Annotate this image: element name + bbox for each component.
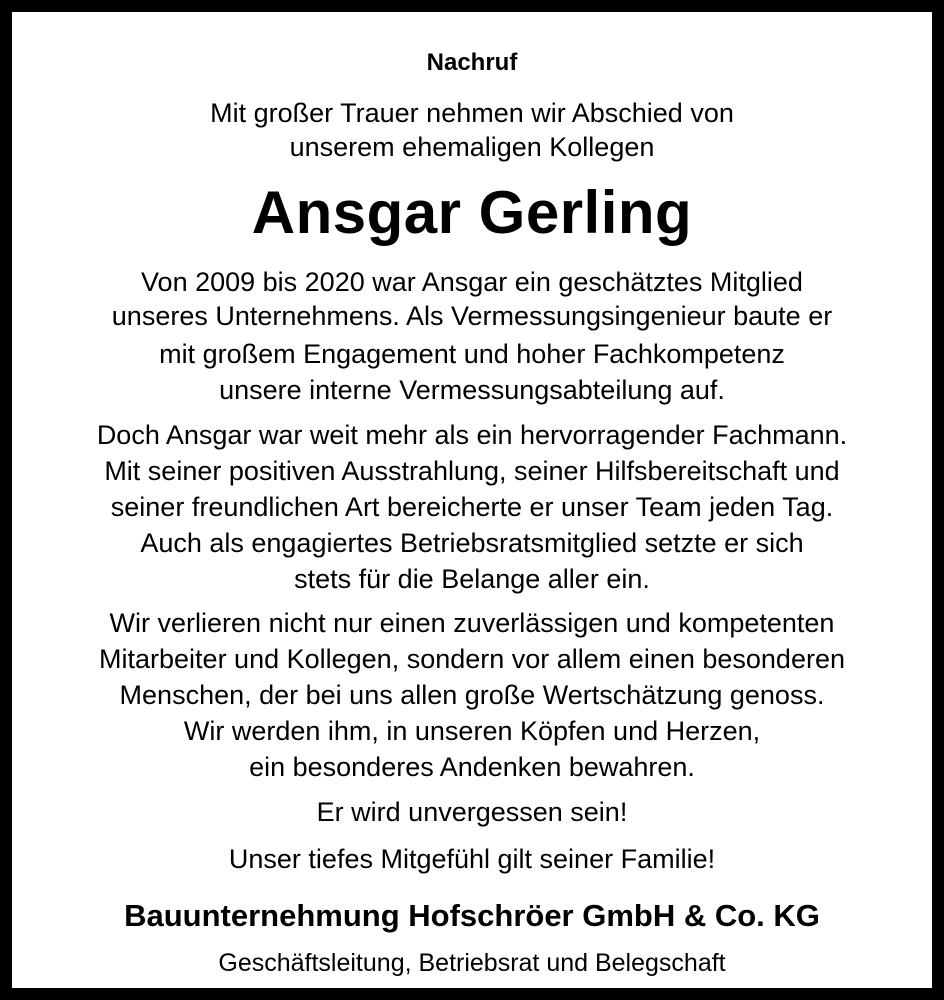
paragraph-3-line: Wir verlieren nicht nur einen zuverlässigen und kompetenten: [109, 608, 835, 638]
paragraph-2-line: Auch als engagiertes Betriebsratsmitglied setzte er sich: [140, 528, 804, 558]
company-name: Bauunternehmung Hofschröer GmbH & Co. KG: [124, 898, 820, 933]
notice-heading: Nachruf: [426, 49, 518, 76]
intro-line: Mit großer Trauer nehmen wir Abschied von: [210, 98, 734, 128]
closing-line-unforgotten: Er wird unvergessen sein!: [316, 797, 628, 827]
paragraph-2-line: Mit seiner positiven Ausstrahlung, seiner Hilfsbereitschaft und: [104, 456, 840, 486]
paragraph-2-line: stets für die Belange aller ein.: [294, 564, 650, 594]
closing-line-condolences: Unser tiefes Mitgefühl gilt seiner Familie!: [228, 844, 716, 874]
paragraph-1-line: unseres Unternehmens. Als Vermessungsingenieur baute er: [111, 301, 833, 331]
paragraph-3-line: Wir werden ihm, in unseren Köpfen und Herzen,: [183, 716, 761, 746]
paragraph-1-line: unsere interne Vermessungsabteilung auf.: [219, 375, 725, 405]
paragraph-3-line: ein besonderes Andenken bewahren.: [249, 752, 695, 782]
signatories: Geschäftsleitung, Betriebsrat und Belegschaft: [218, 949, 726, 977]
paragraph-3-line: Mitarbeiter und Kollegen, sondern vor allem einen besonderen: [99, 644, 845, 674]
paragraph-2-line: seiner freundlichen Art bereicherte er unser Team jeden Tag.: [110, 492, 834, 522]
paragraph-3-line: Menschen, der bei uns allen große Wertschätzung genoss.: [119, 680, 825, 710]
paragraph-1-line: mit großem Engagement und hoher Fachkompetenz: [159, 339, 785, 369]
deceased-name: Ansgar Gerling: [251, 179, 693, 246]
paragraph-2-line: Doch Ansgar war weit mehr als ein hervorragender Fachmann.: [96, 420, 848, 450]
intro-line: unserem ehemaligen Kollegen: [289, 132, 655, 162]
paragraph-1-line: Von 2009 bis 2020 war Ansgar ein geschätztes Mitglied: [141, 267, 803, 297]
